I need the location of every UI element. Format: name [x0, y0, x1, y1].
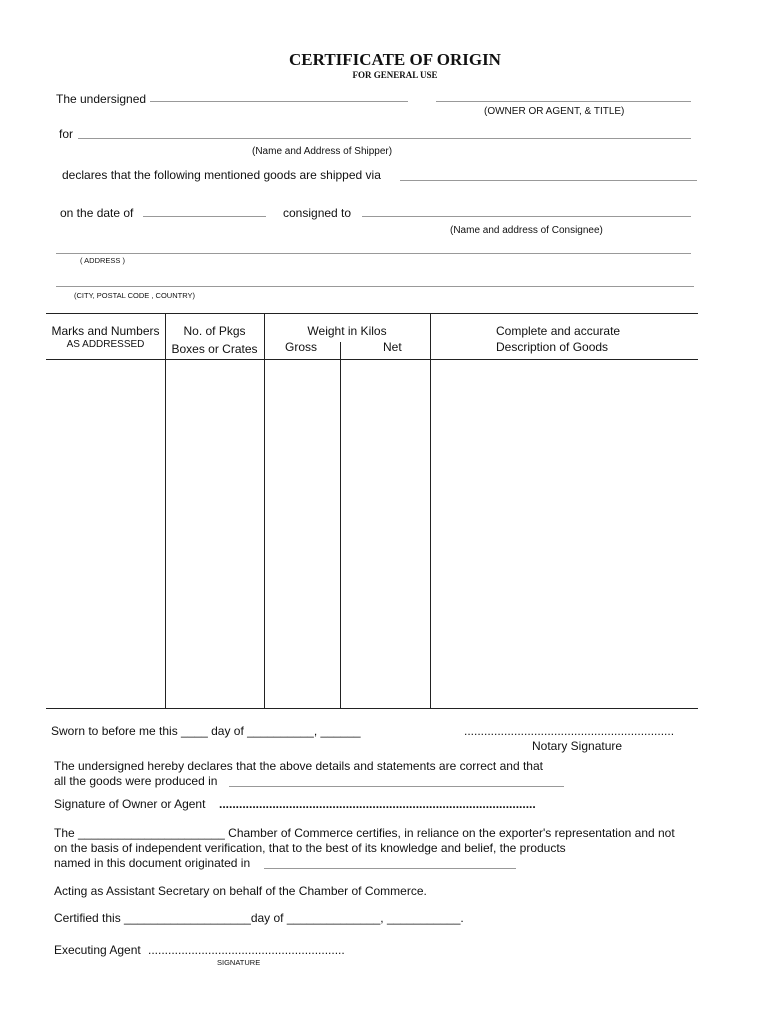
consignee-hint: (Name and address of Consignee): [450, 225, 603, 236]
sworn-text: Sworn to before me this ____ day of __________, ______: [51, 724, 361, 738]
col-desc-header: Complete and accurate: [496, 324, 621, 338]
owner-signature-line[interactable]: ...............................................................................................: [219, 797, 536, 811]
chamber-line-1: The ______________________ Chamber of Commerce certifies, in reliance on the exporter's representation and not: [54, 826, 675, 840]
executing-agent-line[interactable]: ...........................................................: [148, 943, 345, 957]
undersigned-label: The undersigned: [56, 92, 147, 106]
declaration-line-2: all the goods were produced in: [54, 774, 218, 788]
table-top-border: [46, 313, 698, 314]
consignee-line[interactable]: [362, 216, 691, 217]
for-label: for: [59, 127, 74, 141]
notary-signature-line[interactable]: ...............................................................: [464, 724, 675, 738]
col-net-label: Net: [383, 340, 402, 354]
undersigned-line[interactable]: [150, 101, 408, 102]
city-hint: (CITY, POSTAL CODE , COUNTRY): [74, 291, 195, 300]
col-marks-header: Marks and Numbers: [51, 324, 160, 338]
shipped-via-line[interactable]: [400, 180, 697, 181]
date-label: on the date of: [60, 206, 134, 220]
document-title: CERTIFICATE OF ORIGIN: [289, 50, 501, 69]
executing-agent-label: Executing Agent: [54, 943, 141, 957]
col-marks-sub: AS ADDRESSED: [66, 339, 145, 350]
consigned-label: consigned to: [283, 206, 352, 220]
col-pkgs-sub: Boxes or Crates: [171, 342, 258, 356]
owner-signature-label: Signature of Owner or Agent: [54, 797, 206, 811]
chamber-line-2: on the basis of independent verification, that to the best of its knowledge and belief, the products: [54, 841, 566, 855]
col-pkgs-header: No. of Pkgs: [183, 324, 246, 338]
document-subtitle: FOR GENERAL USE: [352, 70, 438, 80]
certified-text: Certified this ___________________day of ______________, ___________.: [54, 911, 464, 925]
table-bottom-border: [46, 708, 698, 709]
table-col-divider-3: [340, 342, 341, 708]
shipper-line[interactable]: [78, 138, 691, 139]
table-col-divider-4: [430, 313, 431, 708]
table-col-divider-2: [264, 313, 265, 708]
shipper-hint: (Name and Address of Shipper): [252, 146, 393, 157]
notary-signature-label: Notary Signature: [532, 739, 623, 753]
address-hint: ( ADDRESS ): [80, 256, 126, 265]
declaration-line-1: The undersigned hereby declares that the above details and statements are correct and that: [54, 759, 543, 773]
col-weight-header: Weight in Kilos: [307, 324, 387, 338]
declares-label: declares that the following mentioned goods are shipped via: [62, 168, 381, 182]
city-line[interactable]: [56, 286, 694, 287]
signature-caption: SIGNATURE: [217, 958, 261, 967]
owner-hint: (OWNER OR AGENT, & TITLE): [484, 106, 625, 117]
chamber-line-3: named in this document originated in: [54, 856, 251, 870]
col-desc-sub: Description of Goods: [496, 340, 609, 354]
col-gross-label: Gross: [285, 340, 318, 354]
produced-in-line[interactable]: [229, 786, 564, 787]
owner-title-line[interactable]: [436, 101, 691, 102]
table-col-divider-1: [165, 313, 166, 708]
address-line[interactable]: [56, 253, 691, 254]
originated-in-line[interactable]: [264, 868, 516, 869]
date-line[interactable]: [143, 216, 266, 217]
acting-text: Acting as Assistant Secretary on behalf of the Chamber of Commerce.: [54, 884, 427, 898]
table-header-border: [46, 359, 698, 360]
